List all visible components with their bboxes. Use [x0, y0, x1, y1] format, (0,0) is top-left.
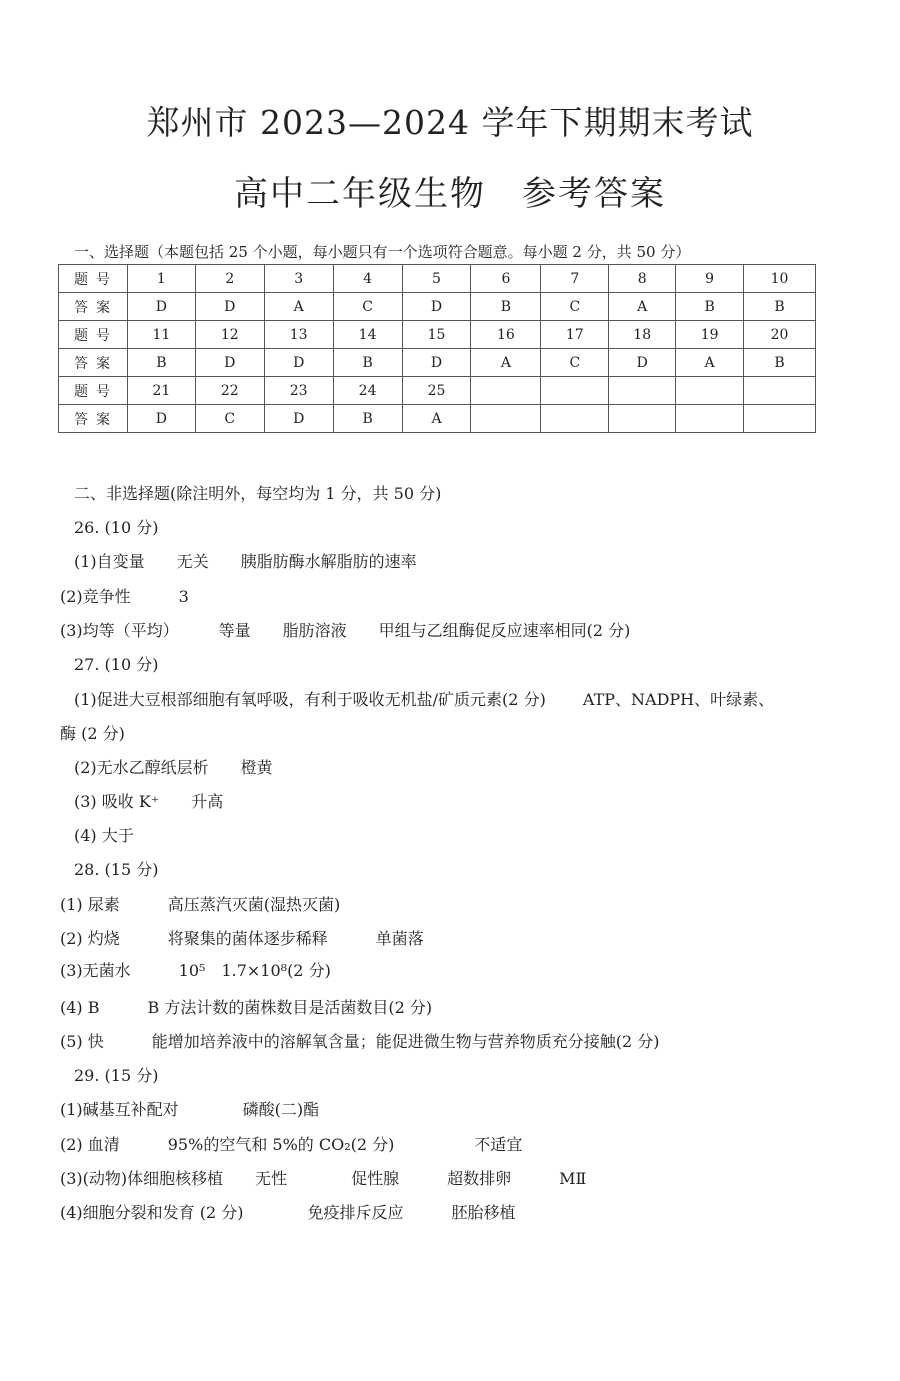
answer-line: (1) 尿素 高压蒸汽灭菌(湿热灭菌) — [60, 895, 341, 914]
table-cell: D — [195, 293, 264, 321]
table-cell: D — [127, 293, 195, 321]
table-cell — [676, 377, 744, 405]
page-subtitle: 高中二年级生物 参考答案 — [234, 174, 666, 214]
table-cell: 24 — [333, 377, 402, 405]
table-cell: 6 — [471, 265, 541, 293]
row-header-cell: 题号 — [59, 321, 128, 349]
answer-line: (2) 血清 95%的空气和 5%的 CO₂(2 分) 不适宜 — [60, 1135, 523, 1154]
section2-heading: 二、非选择题(除注明外，每空均为 1 分，共 50 分) — [74, 484, 442, 503]
answer-line: (4) 大于 — [74, 826, 134, 845]
table-cell: B — [676, 293, 744, 321]
table-cell: B — [744, 349, 816, 377]
answer-line: (3)均等（平均） 等量 脂肪溶液 甲组与乙组酶促反应速率相同(2 分) — [60, 621, 631, 640]
answer-row — [59, 349, 816, 377]
table-cell: B — [744, 293, 816, 321]
table-cell: 2 — [195, 265, 264, 293]
table-cell: 11 — [127, 321, 195, 349]
table-cell: B — [127, 349, 195, 377]
table-cell: 23 — [264, 377, 333, 405]
section1-heading: 一、选择题（本题包括 25 个小题，每小题只有一个选项符合题意。每小题 2 分，共 50 分） — [74, 243, 691, 261]
answer-line: (1)促进大豆根部细胞有氧呼吸，有利于吸收无机盐/矿质元素(2 分) ATP、NADPH、叶绿素、 — [74, 690, 775, 709]
table-cell — [541, 405, 609, 433]
row-header-cell: 题号 — [59, 377, 128, 405]
answer-line: (3) 吸收 K⁺ 升高 — [74, 792, 224, 811]
answer-row — [59, 405, 816, 433]
answer-line: (4)细胞分裂和发育 (2 分) 免疫排斥反应 胚胎移植 — [60, 1203, 516, 1222]
question-header-27: 27. (10 分) — [74, 655, 159, 674]
table-cell: D — [127, 405, 195, 433]
table-cell: 12 — [195, 321, 264, 349]
table-cell: C — [195, 405, 264, 433]
table-cell — [541, 377, 609, 405]
table-cell: C — [541, 349, 609, 377]
answer-line: (3)无菌水 10⁵ 1.7×10⁸(2 分) — [60, 961, 331, 980]
answer-table — [58, 264, 816, 433]
table-cell: 20 — [744, 321, 816, 349]
answer-line: 酶 (2 分) — [60, 724, 125, 743]
table-cell: A — [676, 349, 744, 377]
answer-row — [59, 293, 816, 321]
table-cell — [609, 377, 676, 405]
table-cell: 13 — [264, 321, 333, 349]
table-cell: A — [402, 405, 471, 433]
table-cell: 18 — [609, 321, 676, 349]
table-cell: A — [609, 293, 676, 321]
answer-line: (3)(动物)体细胞核移植 无性 促性腺 超数排卵 MⅡ — [60, 1169, 587, 1188]
table-cell — [471, 405, 541, 433]
table-cell: D — [402, 349, 471, 377]
row-header-cell: 答案 — [59, 405, 128, 433]
answer-line: (1)碱基互补配对 磷酸(二)酯 — [60, 1100, 320, 1119]
question-header-28: 28. (15 分) — [74, 860, 159, 879]
table-cell — [609, 405, 676, 433]
table-cell: 4 — [333, 265, 402, 293]
answer-line: (2)无水乙醇纸层析 橙黄 — [74, 758, 273, 777]
table-cell: C — [333, 293, 402, 321]
table-cell: 3 — [264, 265, 333, 293]
table-cell — [676, 405, 744, 433]
row-header-cell: 答案 — [59, 293, 128, 321]
row-header-cell: 答案 — [59, 349, 128, 377]
question-number-row — [59, 265, 816, 293]
table-cell: 8 — [609, 265, 676, 293]
answer-line: (1)自变量 无关 胰脂肪酶水解脂肪的速率 — [74, 552, 417, 571]
table-cell: A — [264, 293, 333, 321]
table-cell: 1 — [127, 265, 195, 293]
answer-line: (4) B B 方法计数的菌株数目是活菌数目(2 分) — [60, 998, 433, 1017]
table-cell: B — [333, 405, 402, 433]
table-cell: 7 — [541, 265, 609, 293]
table-cell: D — [402, 293, 471, 321]
table-cell: D — [609, 349, 676, 377]
question-header-29: 29. (15 分) — [74, 1066, 159, 1085]
table-cell — [471, 377, 541, 405]
table-cell: 17 — [541, 321, 609, 349]
table-cell: 22 — [195, 377, 264, 405]
table-cell: 25 — [402, 377, 471, 405]
answer-line: (5) 快 能增加培养液中的溶解氧含量；能促进微生物与营养物质充分接触(2 分) — [60, 1032, 660, 1051]
answer-line: (2) 灼烧 将聚集的菌体逐步稀释 单菌落 — [60, 929, 424, 948]
table-cell: B — [471, 293, 541, 321]
answer-line: (2)竞争性 3 — [60, 587, 189, 606]
table-cell: D — [195, 349, 264, 377]
question-number-row — [59, 377, 816, 405]
table-cell: 14 — [333, 321, 402, 349]
page-title: 郑州市 2023—2024 学年下期期末考试 — [146, 103, 754, 142]
row-header-cell: 题号 — [59, 265, 128, 293]
table-cell: 21 — [127, 377, 195, 405]
table-cell: 10 — [744, 265, 816, 293]
table-cell: B — [333, 349, 402, 377]
table-cell: 19 — [676, 321, 744, 349]
table-cell: 15 — [402, 321, 471, 349]
question-header-26: 26. (10 分) — [74, 518, 159, 537]
table-cell — [744, 405, 816, 433]
question-number-row — [59, 321, 816, 349]
table-cell: 5 — [402, 265, 471, 293]
table-cell: 9 — [676, 265, 744, 293]
table-cell: 16 — [471, 321, 541, 349]
table-cell: A — [471, 349, 541, 377]
table-cell: C — [541, 293, 609, 321]
table-cell — [744, 377, 816, 405]
table-cell: D — [264, 349, 333, 377]
table-cell: D — [264, 405, 333, 433]
